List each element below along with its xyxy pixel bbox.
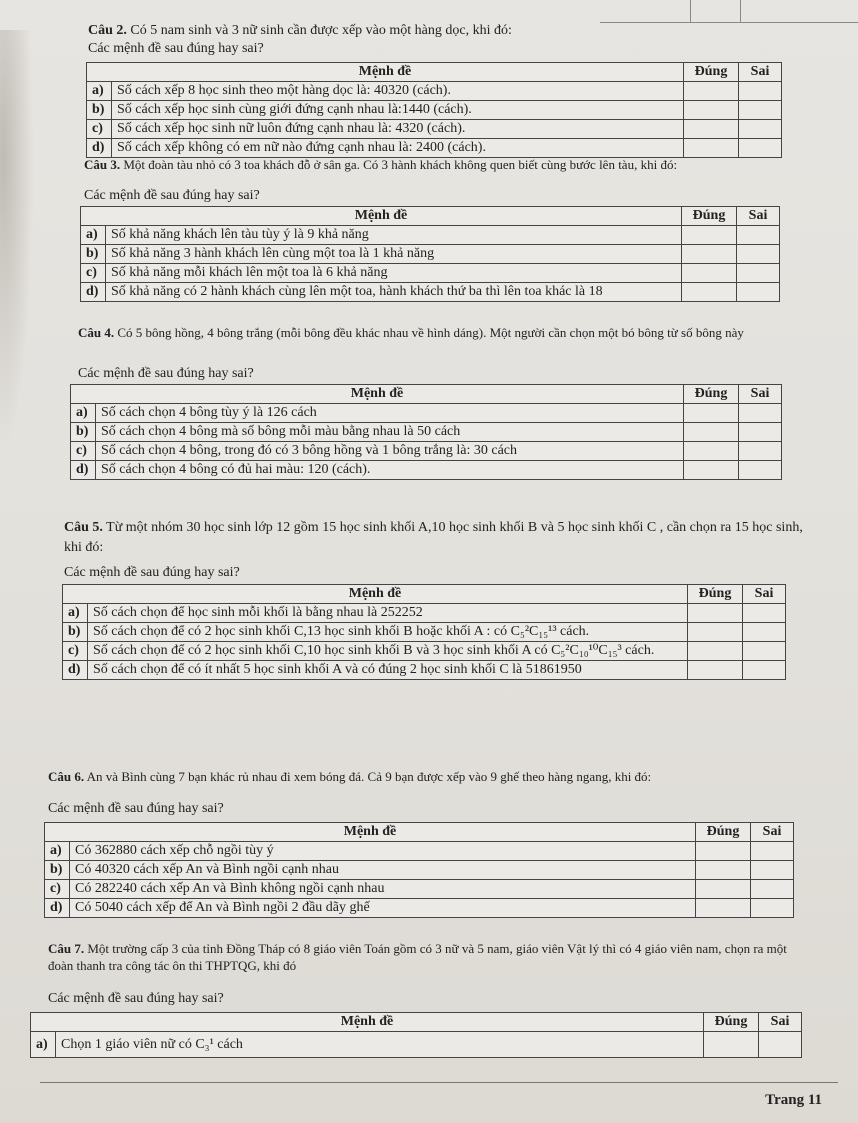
- question-7: [48, 940, 808, 974]
- question-number: Câu 7.: [48, 941, 85, 956]
- table-row: d) Số cách chọn để có ít nhất 5 học sinh khối A và có đúng 2 học sinh khối C là 51861950: [63, 661, 786, 680]
- question-2-table: [86, 62, 782, 158]
- table-row: c) Số cách xếp học sinh nữ luôn đứng cạnh nhau là: 4320 (cách).: [87, 120, 782, 139]
- table-row: d) Số khả năng có 2 hành khách cùng lên một toa, hành khách thứ ba thì lên toa khác là 18: [81, 283, 780, 302]
- question-text: Một đoàn tàu nhỏ có 3 toa khách đỗ ở sân ga. Có 3 hành khách không quen biết cùng bước lên tàu, khi đó:: [123, 157, 678, 172]
- true-cell[interactable]: [684, 404, 739, 423]
- header-true: Đúng: [696, 823, 751, 842]
- true-cell[interactable]: [684, 120, 739, 139]
- true-cell[interactable]: [684, 82, 739, 101]
- question-4: [78, 324, 798, 341]
- question-4-table: [70, 384, 782, 480]
- table-row: a) Số khả năng khách lên tàu tùy ý là 9 khả năng: [81, 226, 780, 245]
- false-cell[interactable]: [739, 82, 782, 101]
- false-cell[interactable]: [739, 423, 782, 442]
- question-4-ask: Các mệnh đề sau đúng hay sai?: [78, 366, 254, 381]
- false-cell[interactable]: [743, 661, 786, 680]
- question-5-ask: Các mệnh đề sau đúng hay sai?: [64, 565, 240, 580]
- footer-divider: [40, 1082, 838, 1083]
- table-row: a) Số cách chọn 4 bông tùy ý là 126 cách: [71, 404, 782, 423]
- header-false: Sai: [739, 63, 782, 82]
- question-7-ask: Các mệnh đề sau đúng hay sai?: [48, 991, 224, 1006]
- header-false: Sai: [759, 1013, 802, 1032]
- false-cell[interactable]: [751, 861, 794, 880]
- true-cell[interactable]: [684, 139, 739, 158]
- true-cell[interactable]: [684, 442, 739, 461]
- page-number: Trang 11: [765, 1092, 822, 1108]
- question-3: [84, 156, 804, 173]
- question-3-table: [80, 206, 780, 302]
- table-row: a) Số cách chọn để học sinh mỗi khối là bằng nhau là 252252: [63, 604, 786, 623]
- true-cell[interactable]: [688, 661, 743, 680]
- true-cell[interactable]: [684, 461, 739, 480]
- table-row: b) Số cách xếp học sinh cùng giới đứng cạnh nhau là:1440 (cách).: [87, 101, 782, 120]
- question-6-ask: Các mệnh đề sau đúng hay sai?: [48, 801, 224, 816]
- false-cell[interactable]: [737, 283, 780, 302]
- header-statement: Mệnh đề: [71, 385, 684, 404]
- true-cell[interactable]: [682, 226, 737, 245]
- question-text: Một trường cấp 3 của tỉnh Đồng Tháp có 8 giáo viên Toán gồm có 3 nữ và 5 nam, giáo viên Vật lý thì có 4 giáo viên nam, chọn ra một đoàn thanh tra công tác ôn thi THPTQG, khi đó: [48, 941, 787, 973]
- question-number: Câu 6.: [48, 769, 85, 784]
- question-number: Câu 2.: [88, 23, 127, 38]
- header-false: Sai: [751, 823, 794, 842]
- question-6: [48, 768, 808, 785]
- header-statement: Mệnh đề: [45, 823, 696, 842]
- true-cell[interactable]: [696, 880, 751, 899]
- true-cell[interactable]: [704, 1032, 759, 1058]
- false-cell[interactable]: [737, 245, 780, 264]
- true-cell[interactable]: [688, 642, 743, 661]
- header-true: Đúng: [688, 585, 743, 604]
- question-3-ask: Các mệnh đề sau đúng hay sai?: [84, 188, 260, 203]
- false-cell[interactable]: [743, 642, 786, 661]
- header-true: Đúng: [684, 385, 739, 404]
- table-row: a) Chọn 1 giáo viên nữ có C₃¹ cách: [31, 1032, 802, 1058]
- header-statement: Mệnh đề: [87, 63, 684, 82]
- table-row: d) Có 5040 cách xếp để An và Bình ngồi 2 đầu dãy ghế: [45, 899, 794, 918]
- table-row: b) Có 40320 cách xếp An và Bình ngồi cạnh nhau: [45, 861, 794, 880]
- header-statement: Mệnh đề: [81, 207, 682, 226]
- table-row: b) Số cách chọn để có 2 học sinh khối C,13 học sinh khối B hoặc khối A : có C₅²C₁₅¹³ cách.: [63, 623, 786, 642]
- header-false: Sai: [743, 585, 786, 604]
- question-text: Có 5 nam sinh và 3 nữ sinh cần được xếp vào một hàng dọc, khi đó:: [130, 23, 512, 38]
- question-number: Câu 5.: [64, 520, 103, 535]
- false-cell[interactable]: [739, 101, 782, 120]
- question-number: Câu 3.: [84, 157, 121, 172]
- false-cell[interactable]: [737, 226, 780, 245]
- table-row: c) Số cách chọn để có 2 học sinh khối C,10 học sinh khối B và 3 học sinh khối A có C₅²C₁₀¹⁰C₁₅³ cách.: [63, 642, 786, 661]
- table-row: c) Số cách chọn 4 bông, trong đó có 3 bông hồng và 1 bông trắng là: 30 cách: [71, 442, 782, 461]
- question-text: Từ một nhóm 30 học sinh lớp 12 gồm 15 học sinh khối A,10 học sinh khối B và 5 học sinh khối C , cần chọn ra 15 học sinh, khi đó:: [64, 520, 803, 555]
- true-cell[interactable]: [684, 423, 739, 442]
- true-cell[interactable]: [682, 245, 737, 264]
- table-row: d) Số cách xếp không có em nữ nào đứng cạnh nhau là: 2400 (cách).: [87, 139, 782, 158]
- true-cell[interactable]: [696, 861, 751, 880]
- false-cell[interactable]: [737, 264, 780, 283]
- false-cell[interactable]: [751, 880, 794, 899]
- true-cell[interactable]: [696, 842, 751, 861]
- false-cell[interactable]: [739, 404, 782, 423]
- question-5: [64, 518, 804, 558]
- false-cell[interactable]: [743, 604, 786, 623]
- top-table-edge: [600, 0, 858, 23]
- question-7-table: [30, 1012, 802, 1058]
- true-cell[interactable]: [684, 101, 739, 120]
- header-true: Đúng: [684, 63, 739, 82]
- true-cell[interactable]: [688, 604, 743, 623]
- table-row: c) Có 282240 cách xếp An và Bình không ngồi cạnh nhau: [45, 880, 794, 899]
- question-text: An và Bình cùng 7 bạn khác rủ nhau đi xem bóng đá. Cả 9 bạn được xếp vào 9 ghế theo hàng ngang, khi đó:: [86, 769, 652, 784]
- table-row: a) Có 362880 cách xếp chỗ ngồi tùy ý: [45, 842, 794, 861]
- question-6-table: [44, 822, 794, 918]
- margin-stain: [0, 30, 34, 450]
- table-row: c) Số khả năng mỗi khách lên một toa là 6 khả năng: [81, 264, 780, 283]
- table-row: b) Số cách chọn 4 bông mà số bông mỗi màu bằng nhau là 50 cách: [71, 423, 782, 442]
- true-cell[interactable]: [696, 899, 751, 918]
- question-5-table: [62, 584, 786, 680]
- false-cell[interactable]: [739, 461, 782, 480]
- header-statement: Mệnh đề: [31, 1013, 704, 1032]
- question-text: Có 5 bông hồng, 4 bông trắng (mỗi bông đều khác nhau về hình dáng). Một người cần chọn một bó bông từ số bông này: [117, 325, 744, 340]
- false-cell[interactable]: [751, 899, 794, 918]
- true-cell[interactable]: [688, 623, 743, 642]
- table-row: a) Số cách xếp 8 học sinh theo một hàng dọc là: 40320 (cách).: [87, 82, 782, 101]
- true-cell[interactable]: [682, 264, 737, 283]
- false-cell[interactable]: [743, 623, 786, 642]
- table-row: b) Số khả năng 3 hành khách lên cùng một toa là 1 khả năng: [81, 245, 780, 264]
- header-false: Sai: [739, 385, 782, 404]
- question-2: [88, 22, 828, 39]
- table-row: d) Số cách chọn 4 bông có đủ hai màu: 120 (cách).: [71, 461, 782, 480]
- false-cell[interactable]: [739, 139, 782, 158]
- header-true: Đúng: [704, 1013, 759, 1032]
- false-cell[interactable]: [739, 120, 782, 139]
- true-cell[interactable]: [682, 283, 737, 302]
- false-cell[interactable]: [759, 1032, 802, 1058]
- header-true: Đúng: [682, 207, 737, 226]
- header-statement: Mệnh đề: [63, 585, 688, 604]
- header-false: Sai: [737, 207, 780, 226]
- false-cell[interactable]: [751, 842, 794, 861]
- false-cell[interactable]: [739, 442, 782, 461]
- question-2-ask: Các mệnh đề sau đúng hay sai?: [88, 41, 264, 56]
- question-number: Câu 4.: [78, 325, 115, 340]
